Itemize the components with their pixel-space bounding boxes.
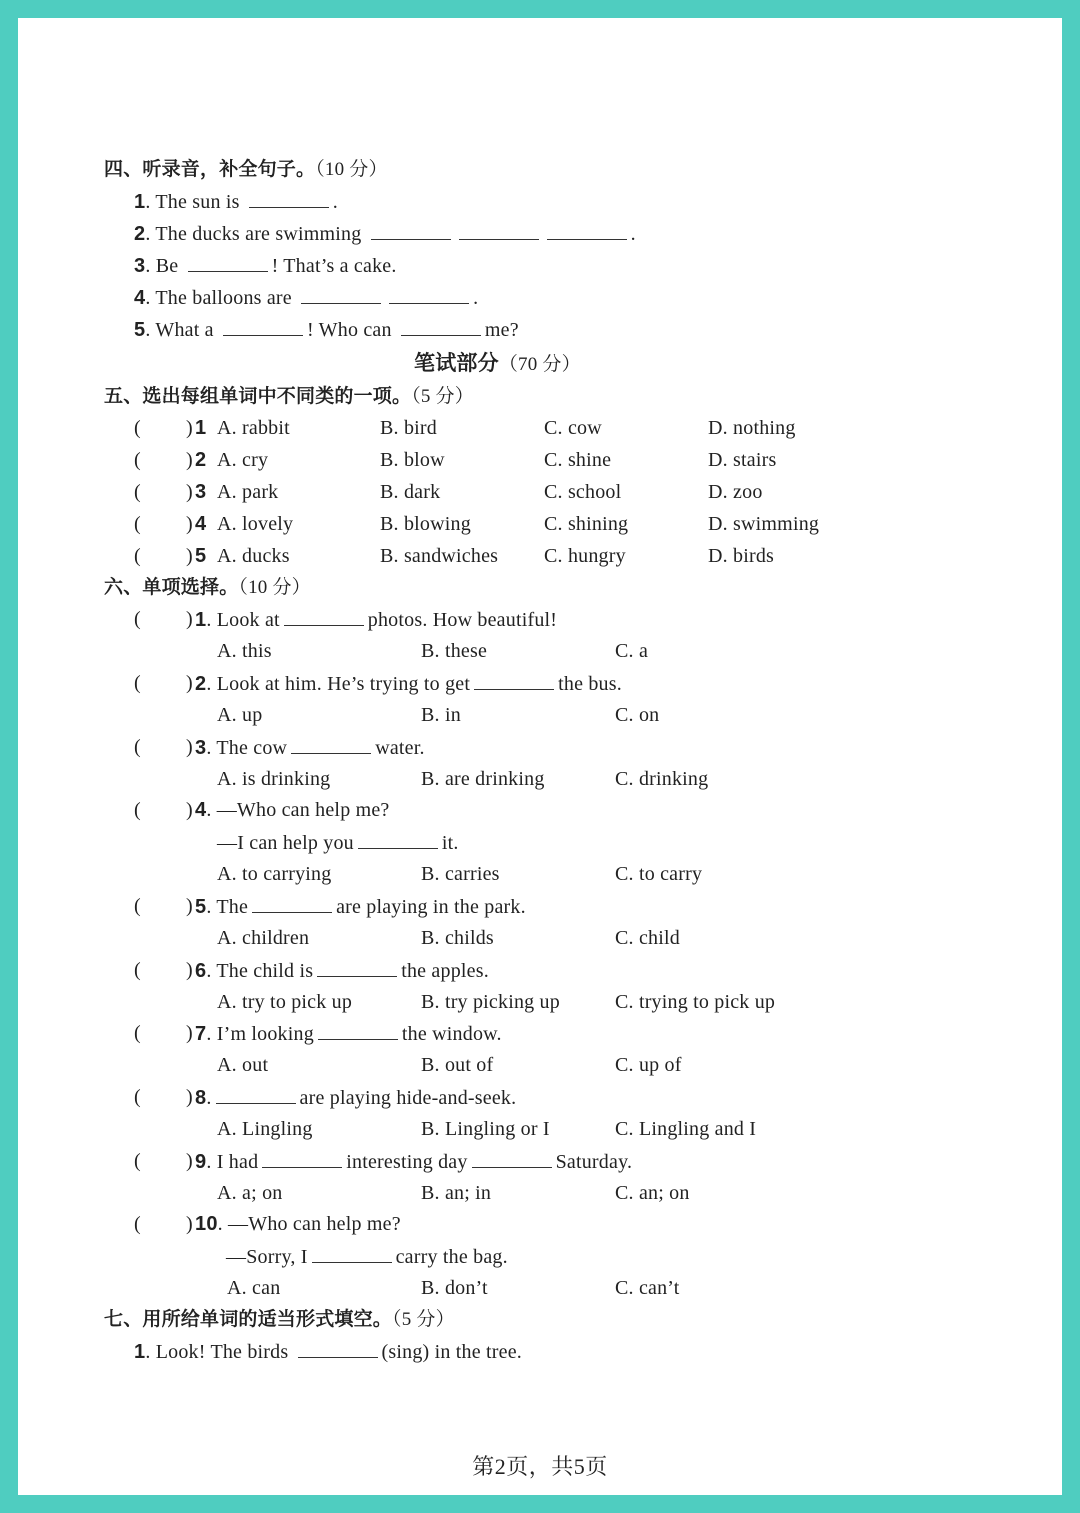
- question-text: . —Who can help me?: [206, 799, 390, 821]
- answer-blank[interactable]: [262, 1145, 342, 1168]
- bracket-close: ): [186, 1022, 193, 1044]
- option-a: A. can: [227, 1277, 281, 1299]
- answer-bracket[interactable]: (: [134, 1086, 141, 1108]
- question-number: 10: [195, 1213, 218, 1235]
- answer-bracket[interactable]: (: [134, 513, 141, 535]
- s6-q9: [18, 1145, 1062, 1177]
- written-part-title-text: 笔试部分: [414, 351, 499, 375]
- written-part-title: [414, 347, 581, 379]
- bracket-close: ): [186, 799, 193, 821]
- option-a: A. this: [217, 640, 272, 662]
- answer-blank[interactable]: [301, 281, 381, 304]
- option-c: C. shine: [544, 449, 612, 471]
- option-b: B. carries: [421, 863, 500, 885]
- option-b: B. childs: [421, 927, 494, 949]
- answer-blank[interactable]: [389, 281, 469, 304]
- answer-bracket[interactable]: (: [134, 417, 141, 439]
- s6-q2-options: [18, 699, 1062, 731]
- option-b: B. are drinking: [421, 768, 545, 790]
- bracket-close: ): [186, 513, 193, 535]
- question-text: . The balloons are: [145, 287, 292, 309]
- question-text-end: are playing in the park.: [336, 896, 526, 918]
- section-5-points: （5 分）: [411, 386, 474, 407]
- option-d: D. stairs: [708, 449, 777, 471]
- answer-blank[interactable]: [459, 217, 539, 240]
- question-number: 8: [195, 1087, 207, 1109]
- answer-bracket[interactable]: (: [134, 672, 141, 694]
- answer-blank[interactable]: [358, 826, 438, 849]
- answer-bracket[interactable]: (: [134, 1022, 141, 1044]
- s6-q3-options: [18, 763, 1062, 795]
- question-number: 3: [195, 481, 207, 503]
- exam-page: [18, 18, 1062, 1495]
- answer-bracket[interactable]: (: [134, 959, 141, 981]
- answer-blank[interactable]: [216, 1081, 296, 1104]
- section-7-title: [104, 1303, 455, 1335]
- question-number: 4: [195, 799, 207, 821]
- answer-blank[interactable]: [188, 249, 268, 272]
- section-4-title-text: 四、听录音，补全句子。: [104, 158, 316, 180]
- question-text-end: (sing) in the tree.: [381, 1341, 522, 1363]
- s5-row-4: [18, 508, 1062, 540]
- answer-blank[interactable]: [474, 667, 554, 690]
- option-a: A. to carrying: [217, 863, 332, 885]
- option-c: C. can’t: [615, 1277, 680, 1299]
- answer-bracket[interactable]: (: [134, 449, 141, 471]
- option-b: B. don’t: [421, 1277, 488, 1299]
- answer-bracket[interactable]: (: [134, 799, 141, 821]
- s6-q5-options: [18, 922, 1062, 954]
- option-b: B. in: [421, 704, 461, 726]
- s6-q1: [18, 603, 1062, 635]
- s5-row-2: [18, 444, 1062, 476]
- question-text: . The child is: [206, 960, 314, 982]
- option-c: C. hungry: [544, 545, 626, 567]
- s5-row-3: [18, 476, 1062, 508]
- section-5-title: [104, 380, 474, 412]
- section-6-title: [104, 571, 311, 603]
- option-c: C. drinking: [615, 768, 709, 790]
- section-7-title-text: 七、用所给单词的适当形式填空。: [104, 1308, 393, 1330]
- answer-blank[interactable]: [317, 954, 397, 977]
- answer-blank[interactable]: [298, 1335, 378, 1358]
- question-number: 4: [134, 287, 146, 309]
- option-a: A. a; on: [217, 1182, 283, 1204]
- answer-blank[interactable]: [312, 1240, 392, 1263]
- question-number: 5: [195, 545, 207, 567]
- answer-bracket[interactable]: (: [134, 608, 141, 630]
- answer-bracket[interactable]: (: [134, 736, 141, 758]
- question-text-end: water.: [375, 737, 425, 759]
- s6-q10-line2: [18, 1240, 1062, 1272]
- section-6-points: （10 分）: [238, 577, 311, 598]
- question-text-mid: ! Who can: [306, 319, 392, 341]
- answer-bracket[interactable]: (: [134, 1150, 141, 1172]
- question-text: . Look at: [206, 609, 280, 631]
- question-text-end: the apples.: [401, 960, 489, 982]
- option-a: A. up: [217, 704, 263, 726]
- answer-blank[interactable]: [284, 603, 364, 626]
- option-a: A. rabbit: [217, 417, 290, 439]
- option-d: D. birds: [708, 545, 775, 567]
- bracket-close: ): [186, 895, 193, 917]
- question-text: . The cow: [206, 737, 288, 759]
- question-number: 2: [134, 223, 146, 245]
- answer-blank[interactable]: [291, 731, 371, 754]
- s6-q3: [18, 731, 1062, 763]
- question-number: 5: [134, 319, 146, 341]
- option-b: B. sandwiches: [380, 545, 499, 567]
- question-text: . —Who can help me?: [217, 1213, 401, 1235]
- option-b: B. try picking up: [421, 991, 560, 1013]
- answer-blank[interactable]: [223, 313, 303, 336]
- question-text: . The ducks are swimming: [145, 223, 362, 245]
- s6-q8: [18, 1081, 1062, 1113]
- question-text: . Be: [145, 255, 179, 277]
- option-b: B. blowing: [380, 513, 471, 535]
- s6-q4-line2: [18, 826, 1062, 858]
- s5-row-1: [18, 412, 1062, 444]
- question-number: 4: [195, 513, 207, 535]
- s4-q3: [134, 249, 397, 281]
- question-text: —Sorry, I: [226, 1246, 308, 1268]
- option-b: B. an; in: [421, 1182, 492, 1204]
- question-number: 6: [195, 960, 207, 982]
- question-text: . The: [206, 896, 249, 918]
- s6-q10: [18, 1208, 1062, 1240]
- question-text-end: Saturday.: [555, 1151, 633, 1173]
- answer-blank[interactable]: [249, 185, 329, 208]
- answer-blank[interactable]: [472, 1145, 552, 1168]
- question-number: 5: [195, 896, 207, 918]
- s6-q7-options: [18, 1049, 1062, 1081]
- question-text: . I’m looking: [206, 1023, 314, 1045]
- written-part-points: （70 分）: [498, 354, 581, 375]
- s6-q6-options: [18, 986, 1062, 1018]
- bracket-close: ): [186, 449, 193, 471]
- section-7-points: （5 分）: [392, 1309, 455, 1330]
- question-text: . What a: [145, 319, 214, 341]
- section-4-title: [104, 153, 388, 185]
- s4-q4: [134, 281, 478, 313]
- bracket-close: ): [186, 481, 193, 503]
- question-number: 9: [195, 1151, 207, 1173]
- answer-blank[interactable]: [252, 890, 332, 913]
- option-c: C. school: [544, 481, 622, 503]
- question-text-end: ! That’s a cake.: [271, 255, 397, 277]
- question-number: 7: [195, 1023, 207, 1045]
- bracket-close: ): [186, 672, 193, 694]
- option-b: B. blow: [380, 449, 445, 471]
- option-a: A. try to pick up: [217, 991, 353, 1013]
- answer-bracket[interactable]: (: [134, 545, 141, 567]
- option-b: B. bird: [380, 417, 437, 439]
- question-text: .: [206, 1087, 212, 1109]
- bracket-close: ): [186, 736, 193, 758]
- question-text: . I had: [206, 1151, 259, 1173]
- s6-q7: [18, 1017, 1062, 1049]
- option-a: A. ducks: [217, 545, 290, 567]
- s4-q2: [134, 217, 636, 249]
- option-b: B. dark: [380, 481, 441, 503]
- question-text-end: are playing hide-and-seek.: [299, 1087, 517, 1109]
- option-d: D. nothing: [708, 417, 796, 439]
- answer-bracket[interactable]: (: [134, 1213, 141, 1235]
- question-number: 1: [195, 417, 207, 439]
- s5-row-5: [18, 540, 1062, 572]
- s4-q1: [134, 185, 338, 217]
- question-number: 3: [134, 255, 146, 277]
- s6-q4: [18, 794, 1062, 826]
- option-b: B. out of: [421, 1054, 494, 1076]
- question-text-end: photos. How beautiful!: [367, 609, 558, 631]
- answer-bracket[interactable]: (: [134, 895, 141, 917]
- option-a: A. Lingling: [217, 1118, 313, 1140]
- s6-q4-options: [18, 858, 1062, 890]
- option-c: C. child: [615, 927, 680, 949]
- option-c: C. an; on: [615, 1182, 690, 1204]
- option-a: A. children: [217, 927, 310, 949]
- section-6-title-text: 六、单项选择。: [104, 576, 239, 598]
- bracket-close: ): [186, 1213, 193, 1235]
- question-number: 1: [195, 609, 207, 631]
- question-number: 1: [134, 1341, 146, 1363]
- section-4-points: （10 分）: [315, 159, 388, 180]
- question-text: —I can help you: [217, 832, 354, 854]
- option-d: D. zoo: [708, 481, 763, 503]
- question-number: 2: [195, 673, 207, 695]
- section-5-title-text: 五、选出每组单词中不同类的一项。: [104, 385, 412, 407]
- answer-blank[interactable]: [547, 217, 627, 240]
- option-d: D. swimming: [708, 513, 820, 535]
- s6-q5: [18, 890, 1062, 922]
- option-a: A. is drinking: [217, 768, 331, 790]
- option-c: C. Lingling and I: [615, 1118, 757, 1140]
- option-a: A. cry: [217, 449, 269, 471]
- question-number: 2: [195, 449, 207, 471]
- question-text: . The sun is: [145, 191, 240, 213]
- question-text-end: me?: [484, 319, 519, 341]
- option-c: C. trying to pick up: [615, 991, 776, 1013]
- question-text-mid: interesting day: [346, 1151, 468, 1173]
- option-b: B. Lingling or I: [421, 1118, 550, 1140]
- s6-q1-options: [18, 635, 1062, 667]
- bracket-close: ): [186, 608, 193, 630]
- question-text-end: the window.: [401, 1023, 502, 1045]
- s6-q6: [18, 954, 1062, 986]
- answer-blank[interactable]: [401, 313, 481, 336]
- option-c: C. cow: [544, 417, 602, 439]
- question-text-end: .: [332, 191, 338, 213]
- answer-bracket[interactable]: (: [134, 481, 141, 503]
- question-number: 1: [134, 191, 146, 213]
- option-a: A. lovely: [217, 513, 294, 535]
- answer-blank[interactable]: [371, 217, 451, 240]
- question-number: 3: [195, 737, 207, 759]
- question-text: . Look! The birds: [145, 1341, 289, 1363]
- s6-q2: [18, 667, 1062, 699]
- bracket-close: ): [186, 545, 193, 567]
- option-a: A. out: [217, 1054, 269, 1076]
- page-footer: 第2页，共5页: [472, 1454, 608, 1479]
- option-b: B. these: [421, 640, 488, 662]
- question-text-end: carry the bag.: [395, 1246, 508, 1268]
- s6-q9-options: [18, 1177, 1062, 1209]
- answer-blank[interactable]: [318, 1017, 398, 1040]
- question-text-end: .: [473, 287, 479, 309]
- bracket-close: ): [186, 417, 193, 439]
- question-text-end: .: [630, 223, 636, 245]
- s7-q1: [134, 1335, 522, 1367]
- s4-q5: [134, 313, 519, 345]
- question-text-end: the bus.: [558, 673, 622, 695]
- option-c: C. on: [615, 704, 660, 726]
- option-c: C. up of: [615, 1054, 682, 1076]
- bracket-close: ): [186, 1150, 193, 1172]
- question-text-end: it.: [441, 832, 459, 854]
- option-c: C. a: [615, 640, 649, 662]
- option-c: C. shining: [544, 513, 629, 535]
- s6-q10-options: [18, 1272, 1062, 1304]
- bracket-close: ): [186, 959, 193, 981]
- question-text: . Look at him. He’s trying to get: [206, 673, 471, 695]
- option-a: A. park: [217, 481, 279, 503]
- s6-q8-options: [18, 1113, 1062, 1145]
- option-c: C. to carry: [615, 863, 703, 885]
- bracket-close: ): [186, 1086, 193, 1108]
